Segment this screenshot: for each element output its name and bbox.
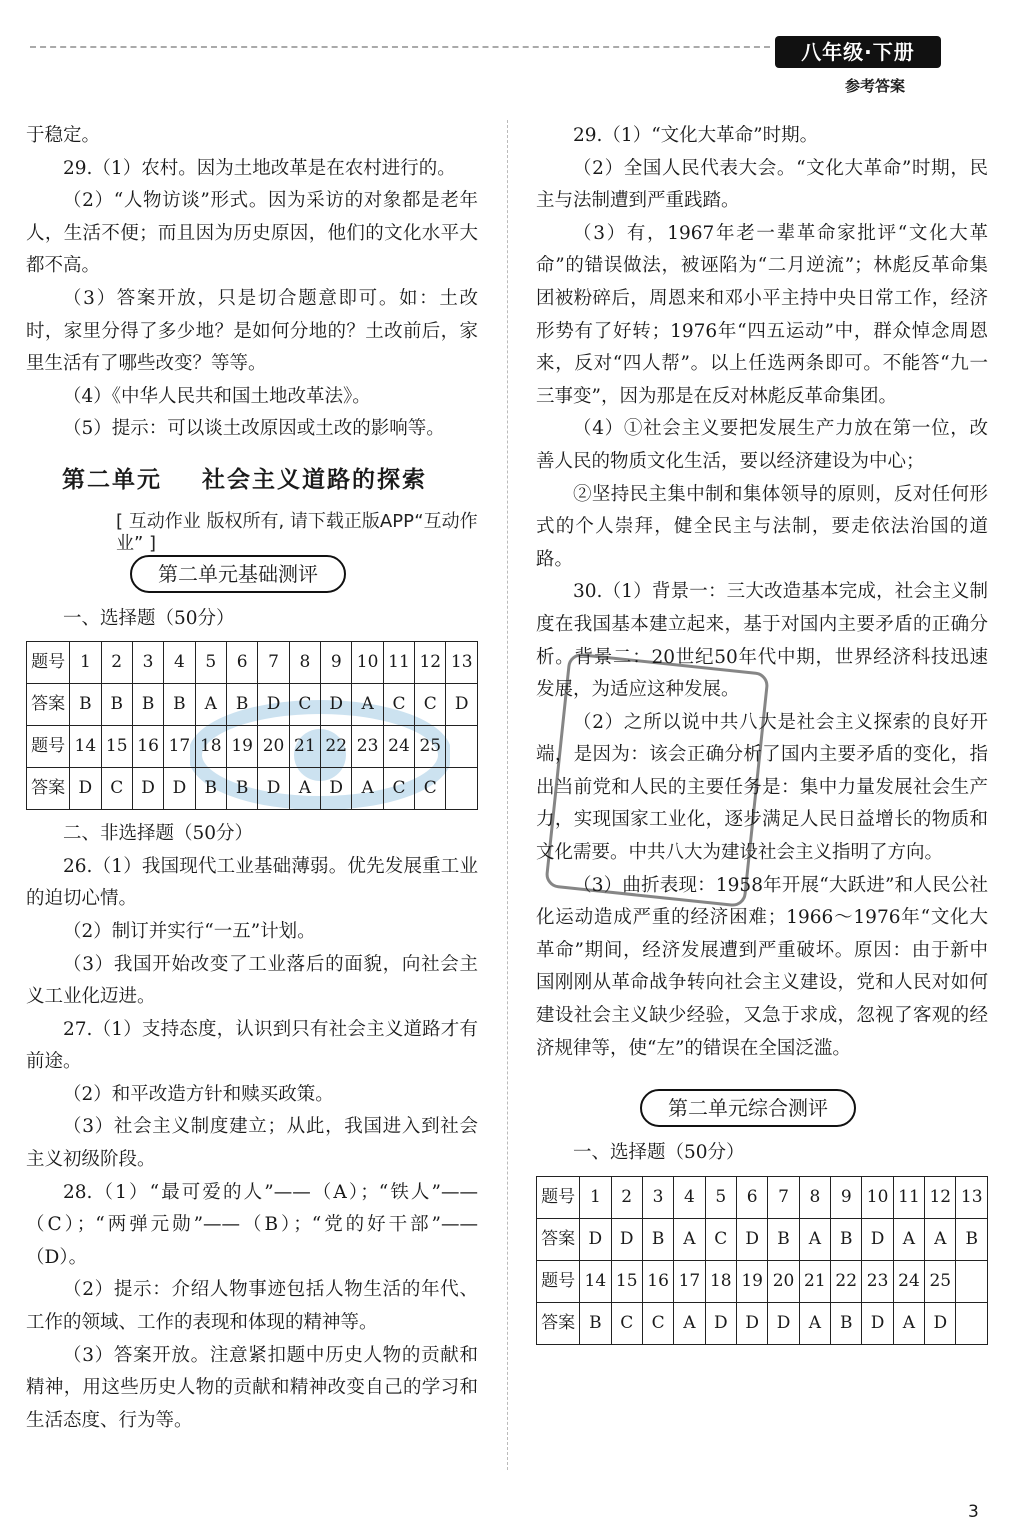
grade-badge: 八年级·下册 bbox=[775, 36, 941, 68]
answer-paragraph: 29.（1）“文化大革命”时期。 bbox=[573, 125, 819, 146]
table-cell: C bbox=[611, 1302, 642, 1344]
table-cell: 4 bbox=[164, 642, 195, 684]
row-label: 题号 bbox=[537, 1260, 580, 1302]
answer-table-basic bbox=[26, 641, 478, 810]
table-cell: C bbox=[101, 768, 132, 810]
row-label: 答案 bbox=[27, 684, 70, 726]
answer-paragraph: （2）“人物访谈”形式。因为采访的对象都是老年人，生活不便；而且因为历史原因，他们的文化水平大都不高。 bbox=[26, 190, 478, 277]
table-cell: 20 bbox=[258, 726, 289, 768]
table-cell: D bbox=[446, 684, 478, 726]
left-answers-bottom bbox=[26, 851, 478, 1438]
table-cell: A bbox=[352, 684, 383, 726]
table-cell: D bbox=[705, 1302, 736, 1344]
table-cell: 8 bbox=[289, 642, 320, 684]
row-label: 答案 bbox=[537, 1218, 580, 1260]
table-cell: 22 bbox=[321, 726, 352, 768]
table-cell: C bbox=[289, 684, 320, 726]
table-cell: 18 bbox=[195, 726, 226, 768]
table-cell: 10 bbox=[352, 642, 383, 684]
answer-paragraph: （2）制订并实行“一五”计划。 bbox=[63, 920, 316, 942]
unit-number: 第二单元 bbox=[62, 466, 162, 493]
table-cell: 4 bbox=[674, 1176, 705, 1218]
table-row bbox=[537, 1302, 988, 1344]
table-cell: C bbox=[642, 1302, 673, 1344]
table-cell bbox=[956, 1260, 988, 1302]
answer-paragraph: （3）有，1967年老一辈革命家批评“文化大革命”的错误做法，被诬陷为“二月逆流”；林彪反革命集团被粉碎后，周恩来和邓小平主持中央日常工作，经济形势有了好转；1976年“四五运动”中，群众悼念周恩来，反对“四人帮”。以上任选两条即可。不能答“九一三事变”，因为那是在反对林彪反革命集团。 bbox=[536, 222, 988, 407]
table-cell: B bbox=[70, 684, 101, 726]
table-cell: C bbox=[415, 768, 446, 810]
table-cell: 17 bbox=[164, 726, 195, 768]
table-cell: A bbox=[799, 1302, 830, 1344]
header-rule bbox=[30, 46, 770, 48]
table-cell: D bbox=[925, 1302, 956, 1344]
table-cell: B bbox=[226, 684, 257, 726]
answer-paragraph: （2）全国人民代表大会。“文化大革命”时期，民主与法制遭到严重践踏。 bbox=[536, 157, 988, 212]
table-cell: 23 bbox=[862, 1260, 893, 1302]
answer-paragraph: （5）提示：可以谈土改原因或土改的影响等。 bbox=[63, 418, 445, 440]
row-label: 答案 bbox=[537, 1302, 580, 1344]
left-answers-top bbox=[26, 120, 478, 446]
table-cell: 20 bbox=[768, 1260, 799, 1302]
table-cell: 1 bbox=[580, 1176, 611, 1218]
table-cell: C bbox=[383, 768, 414, 810]
table-row bbox=[27, 726, 478, 768]
table-cell: 16 bbox=[642, 1260, 673, 1302]
table-row bbox=[537, 1176, 988, 1218]
answer-paragraph: （2）提示：介绍人物事迹包括人物生活的年代、工作的领域、工作的表现和体现的精神等。 bbox=[26, 1279, 478, 1334]
answer-paragraph: （3）答案开放。注意紧扣题中历史人物的贡献和精神，用这些历史人物的贡献和精神改变自己的学习和生活态度、行为等。 bbox=[26, 1344, 478, 1431]
section-basic-test: 第二单元基础测评 bbox=[130, 555, 346, 593]
table-cell: B bbox=[831, 1218, 862, 1260]
table-cell: D bbox=[736, 1302, 767, 1344]
table-cell: A bbox=[925, 1218, 956, 1260]
table-cell: 2 bbox=[101, 642, 132, 684]
table-cell: C bbox=[705, 1218, 736, 1260]
table-cell: 24 bbox=[383, 726, 414, 768]
table-cell: D bbox=[132, 768, 163, 810]
table-cell: 12 bbox=[415, 642, 446, 684]
table-cell: B bbox=[956, 1218, 988, 1260]
table-cell: D bbox=[321, 684, 352, 726]
table-cell: 5 bbox=[705, 1176, 736, 1218]
table-cell: 19 bbox=[736, 1260, 767, 1302]
table-cell: 21 bbox=[799, 1260, 830, 1302]
choice-heading: 一、选择题（50分） bbox=[63, 607, 235, 629]
answer-paragraph: 26.（1）我国现代工业基础薄弱。优先发展重工业的迫切心情。 bbox=[26, 855, 478, 910]
table-cell: 25 bbox=[415, 726, 446, 768]
row-label: 题号 bbox=[27, 642, 70, 684]
row-label: 题号 bbox=[537, 1176, 580, 1218]
answer-paragraph: （3）我国开始改变了工业落后的面貌，向社会主义工业化迈进。 bbox=[26, 953, 478, 1008]
table-cell: C bbox=[383, 684, 414, 726]
answer-paragraph: ②坚持民主集中制和集体领导的原则，反对任何形式的个人崇拜，健全民主与法制，要走依法治国的道路。 bbox=[536, 483, 988, 570]
nonchoice-heading: 二、非选择题（50分） bbox=[63, 823, 254, 845]
answer-table-comprehensive bbox=[536, 1176, 988, 1345]
table-cell: 14 bbox=[580, 1260, 611, 1302]
table-cell: 9 bbox=[831, 1176, 862, 1218]
table-row bbox=[537, 1218, 988, 1260]
table-cell: 24 bbox=[893, 1260, 924, 1302]
table-cell: 1 bbox=[70, 642, 101, 684]
table-cell: 23 bbox=[352, 726, 383, 768]
table-cell: B bbox=[101, 684, 132, 726]
answer-paragraph: （2）和平改造方针和赎买政策。 bbox=[63, 1083, 334, 1105]
answer-paragraph: （3）答案开放，只是切合题意即可。如：土改时，家里分得了多少地？是如何分地的？土改前后，家里生活有了哪些改变？等等。 bbox=[26, 287, 478, 375]
table-cell: 16 bbox=[132, 726, 163, 768]
table-cell bbox=[956, 1302, 988, 1344]
table-cell: B bbox=[768, 1218, 799, 1260]
table-cell: 2 bbox=[611, 1176, 642, 1218]
table-cell: 6 bbox=[226, 642, 257, 684]
table-cell: A bbox=[893, 1218, 924, 1260]
answer-paragraph: 28.（1）“最可爱的人”——（A）；“铁人”——（C）；“两弹元勋”——（B）；“党的好干部”——（D）。 bbox=[26, 1181, 478, 1268]
table-cell: 3 bbox=[132, 642, 163, 684]
table-cell: D bbox=[258, 684, 289, 726]
table-cell: A bbox=[674, 1302, 705, 1344]
table-cell: D bbox=[611, 1218, 642, 1260]
table-cell: 18 bbox=[705, 1260, 736, 1302]
column-divider bbox=[507, 120, 508, 1470]
table-cell: 11 bbox=[893, 1176, 924, 1218]
table-cell: B bbox=[226, 768, 257, 810]
choice-heading: 一、选择题（50分） bbox=[573, 1142, 745, 1164]
answer-paragraph: （3）社会主义制度建立；从此，我国进入到社会主义初级阶段。 bbox=[26, 1116, 478, 1171]
right-answers-top bbox=[536, 120, 988, 1065]
table-cell: 3 bbox=[642, 1176, 673, 1218]
table-cell: A bbox=[674, 1218, 705, 1260]
unit-title bbox=[62, 464, 478, 497]
table-row bbox=[27, 684, 478, 726]
table-cell: 17 bbox=[674, 1260, 705, 1302]
right-column bbox=[536, 120, 988, 1353]
table-row bbox=[537, 1260, 988, 1302]
table-cell: D bbox=[321, 768, 352, 810]
table-cell: D bbox=[70, 768, 101, 810]
table-row bbox=[27, 768, 478, 810]
table-cell: 5 bbox=[195, 642, 226, 684]
watermark-text: [ 互动作业 版权所有, 请下载正版APP“互动作业” ] bbox=[116, 510, 478, 554]
table-cell: 12 bbox=[925, 1176, 956, 1218]
left-column bbox=[26, 120, 478, 1437]
table-cell: B bbox=[195, 768, 226, 810]
table-cell: D bbox=[862, 1218, 893, 1260]
table-cell: 19 bbox=[226, 726, 257, 768]
table-row bbox=[27, 642, 478, 684]
table-cell: B bbox=[132, 684, 163, 726]
table-cell: 10 bbox=[862, 1176, 893, 1218]
table-cell: A bbox=[893, 1302, 924, 1344]
table-cell: 8 bbox=[799, 1176, 830, 1218]
table-cell: C bbox=[415, 684, 446, 726]
answer-paragraph: 27.（1）支持态度，认识到只有社会主义道路才有前途。 bbox=[26, 1018, 478, 1073]
row-label: 题号 bbox=[27, 726, 70, 768]
table-cell: D bbox=[580, 1218, 611, 1260]
table-cell bbox=[446, 726, 478, 768]
table-cell: 7 bbox=[258, 642, 289, 684]
answer-paragraph: 29.（1）农村。因为土地改革是在农村进行的。 bbox=[63, 157, 456, 179]
answer-paragraph: 30.（1）背景一：三大改造基本完成，社会主义制度在我国基本建立起来，基于对国内主要矛盾的正确分析。背景二：20世纪50年代中期，世界经济科技迅速发展，为适应这种发展。 bbox=[536, 581, 988, 701]
page-number: 3 bbox=[968, 1502, 979, 1522]
table-cell: D bbox=[862, 1302, 893, 1344]
table-cell: B bbox=[642, 1218, 673, 1260]
reference-answer-label: 参考答案 bbox=[845, 77, 906, 95]
table-cell: D bbox=[164, 768, 195, 810]
answer-paragraph: （4）《中华人民共和国土地改革法》。 bbox=[63, 385, 371, 407]
table-cell: 13 bbox=[446, 642, 478, 684]
table-cell: D bbox=[768, 1302, 799, 1344]
table-cell: 25 bbox=[925, 1260, 956, 1302]
row-label: 答案 bbox=[27, 768, 70, 810]
table-cell: D bbox=[736, 1218, 767, 1260]
table-cell: A bbox=[352, 768, 383, 810]
table-cell: 14 bbox=[70, 726, 101, 768]
table-cell: B bbox=[580, 1302, 611, 1344]
table-cell: 13 bbox=[956, 1176, 988, 1218]
answer-paragraph: 于稳定。 bbox=[26, 125, 101, 146]
table-cell: 21 bbox=[289, 726, 320, 768]
unit-name: 社会主义道路的探索 bbox=[202, 466, 427, 493]
table-cell: 11 bbox=[383, 642, 414, 684]
table-cell: 15 bbox=[611, 1260, 642, 1302]
table-cell: 6 bbox=[736, 1176, 767, 1218]
table-cell: 22 bbox=[831, 1260, 862, 1302]
answer-paragraph: （2）之所以说中共八大是社会主义探索的良好开端，是因为：该会正确分析了国内主要矛盾的变化，指出当前党和人民的主要任务是：集中力量发展社会生产力，实现国家工业化，逐步满足人民日益增长的物质和文化需要。中共八大为建设社会主义指明了方向。 bbox=[536, 711, 988, 864]
table-cell: A bbox=[799, 1218, 830, 1260]
table-cell: A bbox=[195, 684, 226, 726]
table-cell: 15 bbox=[101, 726, 132, 768]
table-cell: B bbox=[831, 1302, 862, 1344]
table-cell: B bbox=[164, 684, 195, 726]
table-cell: A bbox=[289, 768, 320, 810]
table-cell: 9 bbox=[321, 642, 352, 684]
table-cell: D bbox=[258, 768, 289, 810]
table-cell bbox=[446, 768, 478, 810]
answer-paragraph: （3）曲折表现：1958年开展“大跃进”和人民公社化运动造成严重的经济困难；1966～1976年“文化大革命”期间，经济发展遭到严重破坏。原因：由于新中国刚刚从革命战争转向社会主义建设，党和人民对如何建设社会主义缺少经验，又急于求成，忽视了客观的经济规律等，使“左”的错误在全国泛滥。 bbox=[536, 874, 988, 1059]
table-cell: 7 bbox=[768, 1176, 799, 1218]
answer-paragraph: （4）①社会主义要把发展生产力放在第一位，改善人民的物质文化生活，要以经济建设为中心； bbox=[536, 418, 988, 472]
section-comprehensive-test: 第二单元综合测评 bbox=[640, 1089, 856, 1127]
